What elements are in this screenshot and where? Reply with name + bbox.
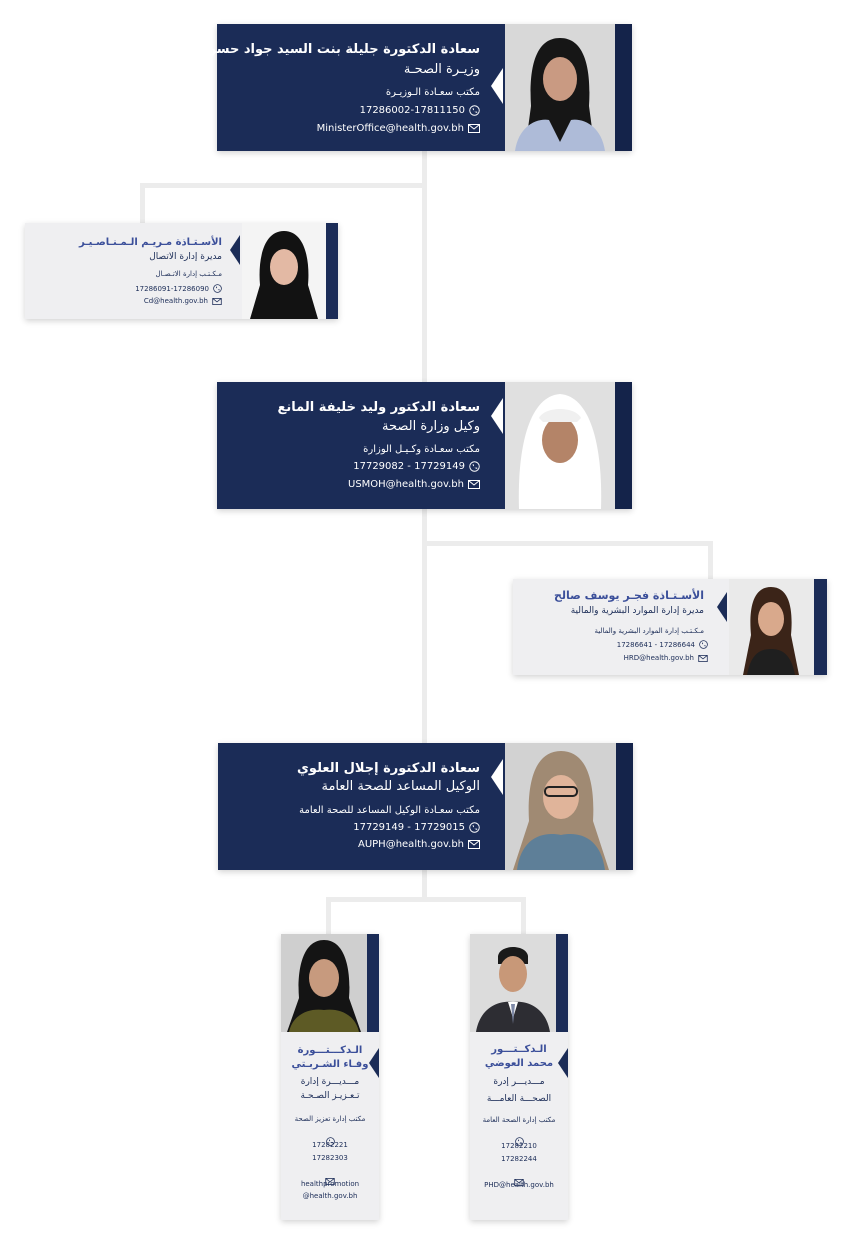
undersecretary-office: مكتب سعـادة وكـيـل الوزارة	[363, 444, 480, 455]
male-portrait-icon	[470, 934, 556, 1032]
female-portrait-icon	[242, 223, 326, 319]
publichealth-title-line2: الصحـــة العامـــة	[486, 1094, 552, 1104]
card-stripe	[367, 934, 379, 1032]
hr-office: مـكـتـب إدارة الموارد البشرية والمالية	[594, 627, 704, 635]
assistant-phone-row	[353, 822, 480, 833]
communication-card	[25, 223, 338, 319]
undersecretary-name: سعادة الدكتور وليد خليفة المانع	[277, 400, 480, 415]
publichealth-email[interactable]: PHD@health.gov.bh	[484, 1181, 554, 1189]
communication-phone[interactable]: 17286091-17286090	[135, 284, 209, 293]
communication-phone-row	[135, 284, 222, 293]
female-portrait-icon	[281, 934, 367, 1032]
communication-email[interactable]: Cd@health.gov.bh	[143, 297, 208, 305]
card-arrow	[491, 398, 503, 434]
minister-name: سعادة الدكتورة جليلة بنت السيد جواد حسن	[205, 42, 480, 57]
minister-email-row	[317, 123, 480, 134]
promotion-name-line2: وفـاء الشـربـتي	[291, 1059, 369, 1070]
undersecretary-title: وكيل وزارة الصحة	[382, 419, 480, 434]
minister-phone[interactable]: 17286002-17811150	[359, 105, 465, 116]
promotion-phone1[interactable]: 17282221	[312, 1141, 348, 1149]
card-stripe	[615, 24, 632, 151]
hr-phone-row	[617, 640, 708, 649]
assistant-phone[interactable]: 17729149 - 17729015	[353, 822, 465, 833]
card-arrow	[717, 592, 727, 622]
connector-communication-horizontal	[140, 183, 425, 188]
assistant-email-row	[358, 839, 480, 850]
assistant-photo	[505, 743, 616, 870]
female-portrait-icon	[729, 579, 814, 675]
assistant-email[interactable]: AUPH@health.gov.bh	[357, 839, 464, 850]
phone-icon	[469, 105, 480, 116]
female-portrait-icon	[505, 24, 615, 151]
hr-email-row	[624, 654, 708, 662]
connector-publichealth-vertical	[521, 897, 526, 937]
minister-photo	[505, 24, 615, 151]
mail-icon	[468, 480, 480, 489]
assistant-card	[218, 743, 633, 870]
connector-communication-vertical	[140, 183, 145, 225]
publichealth-phone2[interactable]: 17282244	[501, 1155, 537, 1163]
publichealth-photo	[470, 934, 556, 1032]
hr-title: مديرة إدارة الموارد البشرية والمالية	[570, 606, 704, 616]
promotion-photo	[281, 934, 367, 1032]
minister-card	[205, 24, 632, 151]
card-arrow	[230, 235, 240, 265]
communication-photo	[242, 223, 326, 319]
promotion-office: مكتب إدارة تعزيز الصحة	[294, 1115, 366, 1123]
card-arrow	[491, 68, 503, 104]
hr-name: الأسـتـاذة فجـر يوسف صالح	[553, 589, 704, 602]
phone-icon	[469, 822, 480, 833]
assistant-office: مكتب سعـادة الوكيل المساعد للصحة العامة	[299, 805, 480, 816]
promotion-name-line1: الـدكـــتـــورة	[297, 1045, 363, 1056]
female-portrait-icon	[505, 743, 616, 870]
card-stripe	[616, 743, 633, 870]
undersecretary-phone[interactable]: 17729082 - 17729149	[353, 461, 465, 472]
phone-icon	[469, 461, 480, 472]
communication-name: الأسـتـاذة مـريـم الـمـنـاصـيـر	[78, 237, 222, 248]
assistant-name: سعادة الدكتورة إجلال العلوي	[297, 761, 480, 776]
publichealth-name-line2: محمد العوضي	[484, 1058, 554, 1069]
promotion-title-line2: تـعـزيـز الصـحـة	[300, 1091, 360, 1101]
minister-title: وزيـرة الصحـة	[403, 62, 480, 77]
phone-icon	[213, 284, 222, 293]
hr-phone[interactable]: 17286641 - 17286644	[616, 640, 695, 649]
undersecretary-email[interactable]: USMOH@health.gov.bh	[348, 479, 464, 490]
promotion-phone2[interactable]: 17282303	[312, 1154, 348, 1162]
card-stripe	[556, 934, 568, 1032]
hr-email[interactable]: HRD@health.gov.bh	[623, 654, 694, 662]
connector-hr-horizontal	[425, 541, 713, 546]
communication-office: مـكـتـب إدارة الاتـصـال	[155, 270, 222, 278]
card-stripe	[326, 223, 338, 319]
phone-icon	[699, 640, 708, 649]
connector-hr-vertical	[708, 541, 713, 581]
communication-title: مديرة إدارة الاتصال	[149, 252, 222, 262]
promotion-email-line1[interactable]: healthpromotion	[300, 1180, 360, 1188]
mail-icon	[212, 298, 222, 305]
minister-phone-row	[360, 105, 480, 116]
minister-email[interactable]: MinisterOffice@health.gov.bh	[316, 123, 464, 134]
publichealth-title-line1: مـــديـــر إدرة	[493, 1077, 545, 1087]
undersecretary-card	[217, 382, 632, 509]
hr-photo	[729, 579, 814, 675]
connector-promotion-vertical	[326, 897, 331, 937]
publichealth-phone1[interactable]: 17282210	[501, 1142, 537, 1150]
promotion-title-line1: مـــديـــرة إدارة	[300, 1077, 360, 1087]
undersecretary-photo	[505, 382, 615, 509]
hr-card	[513, 579, 827, 675]
card-arrow	[491, 759, 503, 795]
undersecretary-phone-row	[353, 461, 480, 472]
mail-icon	[468, 124, 480, 133]
assistant-title: الوكيل المساعد للصحة العامة	[321, 779, 480, 794]
male-portrait-icon	[505, 382, 615, 509]
undersecretary-email-row	[348, 479, 480, 490]
mail-icon	[698, 655, 708, 662]
minister-office: مكتب سعـادة الـوزيـرة	[385, 87, 480, 98]
card-stripe	[814, 579, 827, 675]
publichealth-name-line1: الـدكــتـــور	[491, 1044, 547, 1055]
mail-icon	[468, 840, 480, 849]
publichealth-office: مكتب إدارة الصحة العامة	[482, 1116, 556, 1124]
communication-email-row	[144, 297, 222, 305]
card-stripe	[615, 382, 632, 509]
publichealth-card	[470, 934, 568, 1220]
promotion-email-line2[interactable]: @health.gov.bh	[302, 1192, 358, 1200]
connector-directors-horizontal	[326, 897, 526, 902]
promotion-card	[281, 934, 379, 1220]
